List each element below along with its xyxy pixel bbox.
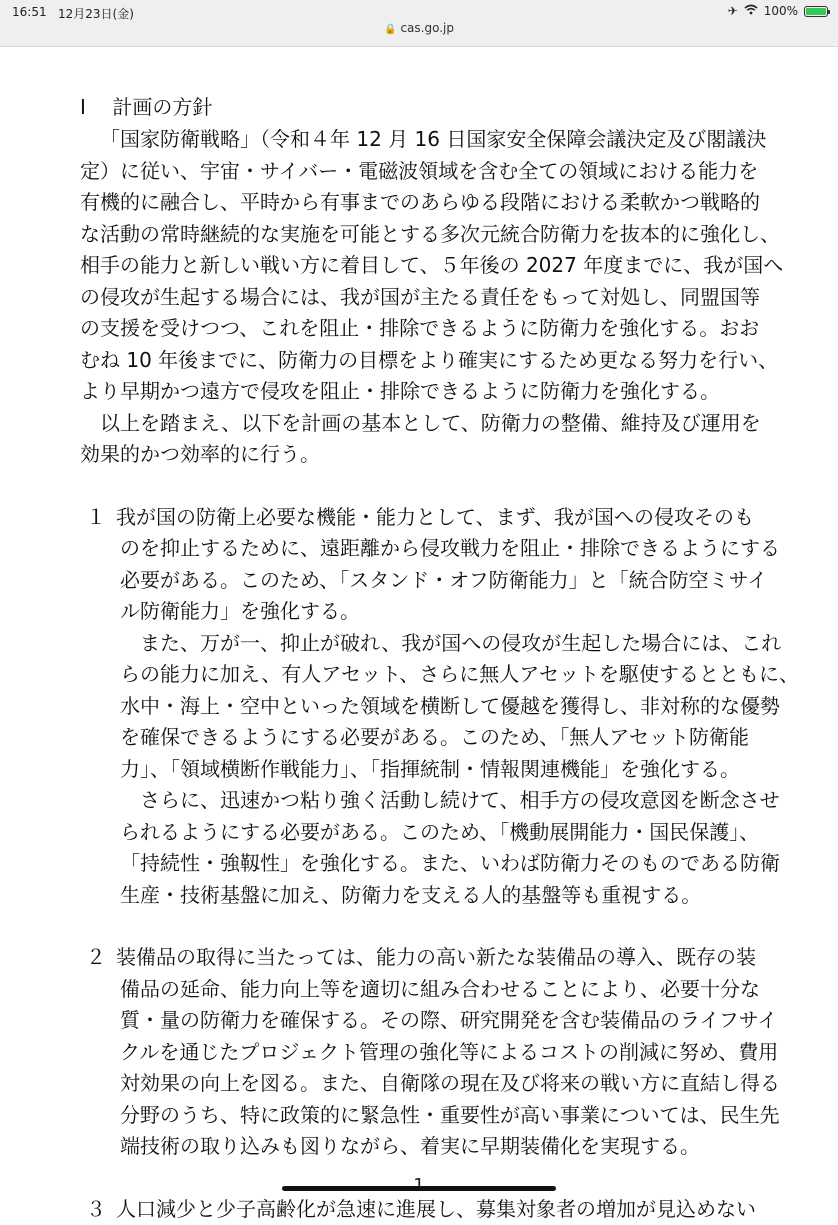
numbered-sections: [80, 502, 760, 1225]
section-first-text: 人口減少と少子高齢化が急速に進展し、募集対象者の増加が見込めない: [116, 1197, 756, 1221]
text-line: 対効果の向上を図る。また、自衛隊の現在及び将来の戦い方に直結し得る: [80, 1068, 760, 1100]
section-number: ２: [76, 942, 116, 974]
heading-number: Ⅰ: [80, 92, 100, 122]
section-first-line: [80, 1194, 760, 1225]
text-line: 水中・海上・空中といった領域を横断して優越を獲得し、非対称的な優勢: [80, 691, 760, 723]
airplane-icon: ✈: [728, 4, 738, 18]
text-line: 力」、「領域横断作戦能力」、「指揮統制・情報関連機能」を強化する。: [80, 754, 760, 786]
section-first-text: 装備品の取得に当たっては、能力の高い新たな装備品の導入、既存の装: [116, 945, 756, 969]
status-time: 16:51: [12, 5, 47, 19]
text-line: の支援を受けつつ、これを阻止・排除できるように防衛力を強化する。おお: [80, 313, 760, 345]
text-line: 分野のうち、特に政策的に緊急性・重要性が高い事業については、民生先: [80, 1100, 760, 1132]
status-date: 12月23日(金): [58, 5, 134, 22]
text-line: より早期かつ遠方で侵攻を阻止・排除できるように防衛力を強化する。: [80, 376, 760, 408]
section-number: １: [76, 502, 116, 534]
text-line: 以上を踏まえ、以下を計画の基本として、防衛力の整備、維持及び運用を: [80, 408, 760, 440]
text-line: 有機的に融合し、平時から有事までのあらゆる段階における柔軟かつ戦略的: [80, 187, 760, 219]
text-line: 必要がある。このため、「スタンド・オフ防衛能力」と「統合防空ミサイ: [80, 565, 760, 597]
lock-icon: 🔒: [384, 24, 396, 35]
text-line: また、万が一、抑止が破れ、我が国への侵攻が生起した場合には、これ: [80, 628, 760, 660]
text-line: 「持続性・強靱性」を強化する。また、いわば防衛力そのものである防衛: [80, 848, 760, 880]
text-line: さらに、迅速かつ粘り強く活動し続けて、相手方の侵攻意図を断念させ: [80, 785, 760, 817]
numbered-section: [80, 942, 760, 1163]
text-line: らの能力に加え、有人アセット、さらに無人アセットを駆使するとともに、: [80, 659, 760, 691]
text-line: 定）に従い、宇宙・サイバー・電磁波領域を含む全ての領域における能力を: [80, 156, 760, 188]
url-domain[interactable]: cas.go.jp: [400, 21, 454, 35]
section-number: ３: [76, 1194, 116, 1225]
section-first-line: [80, 502, 760, 534]
heading-title: 計画の方針: [112, 95, 212, 119]
section-paragraph: [80, 628, 760, 786]
section-first-text: 我が国の防衛上必要な機能・能力として、まず、我が国への侵攻そのも: [116, 505, 754, 529]
text-line: のを抑止するために、遠距離から侵攻戦力を阻止・排除できるようにする: [80, 533, 760, 565]
text-line: の侵攻が生起する場合には、我が国が主たる責任をもって対処し、同盟国等: [80, 282, 760, 314]
battery-percent: 100%: [764, 4, 798, 18]
text-line: 端技術の取り込みも図りながら、着実に早期装備化を実現する。: [80, 1131, 760, 1163]
section-paragraph: [80, 974, 760, 1163]
text-line: 質・量の防衛力を確保する。その際、研究開発を含む装備品のライフサイ: [80, 1005, 760, 1037]
status-bar: [0, 0, 838, 47]
text-line: 相手の能力と新しい戦い方に着目して、５年後の 2027 年度までに、我が国へ: [80, 250, 760, 282]
section-paragraph: [80, 785, 760, 911]
text-line: を確保できるようにする必要がある。このため、「無人アセット防衛能: [80, 722, 760, 754]
text-line: 備品の延命、能力向上等を適切に組み合わせることにより、必要十分な: [80, 974, 760, 1006]
text-line: られるようにする必要がある。このため、「機動展開能力・国民保護」、: [80, 817, 760, 849]
text-line: クルを通じたプロジェクト管理の強化等によるコストの削減に努め、費用: [80, 1037, 760, 1069]
section-first-line: [80, 942, 760, 974]
section-paragraph: [80, 533, 760, 628]
text-line: 生産・技術基盤に加え、防衛力を支える人的基盤等も重視する。: [80, 880, 760, 912]
text-line: 効果的かつ効率的に行う。: [80, 439, 760, 471]
numbered-section: [80, 1194, 760, 1225]
intro-paragraph: [80, 124, 760, 408]
home-indicator[interactable]: [282, 1186, 556, 1191]
status-indicators: [728, 4, 828, 18]
numbered-section: [80, 502, 760, 912]
document-body: [80, 92, 760, 1225]
wifi-icon: [744, 4, 758, 18]
text-line: な活動の常時継続的な実施を可能とする多次元統合防衛力を抜本的に強化し、: [80, 219, 760, 251]
intro-paragraph-2: [80, 408, 760, 471]
url-bar[interactable]: [0, 21, 838, 35]
text-line: むね 10 年後までに、防衛力の目標をより確実にするため更なる努力を行い、: [80, 345, 760, 377]
section-heading: [80, 92, 760, 122]
text-line: ル防衛能力」を強化する。: [80, 596, 760, 628]
text-line: 「国家防衛戦略」（令和４年 12 月 16 日国家安全保障会議決定及び閣議決: [80, 124, 760, 156]
battery-fill: [806, 8, 826, 15]
battery-icon: [804, 6, 828, 17]
